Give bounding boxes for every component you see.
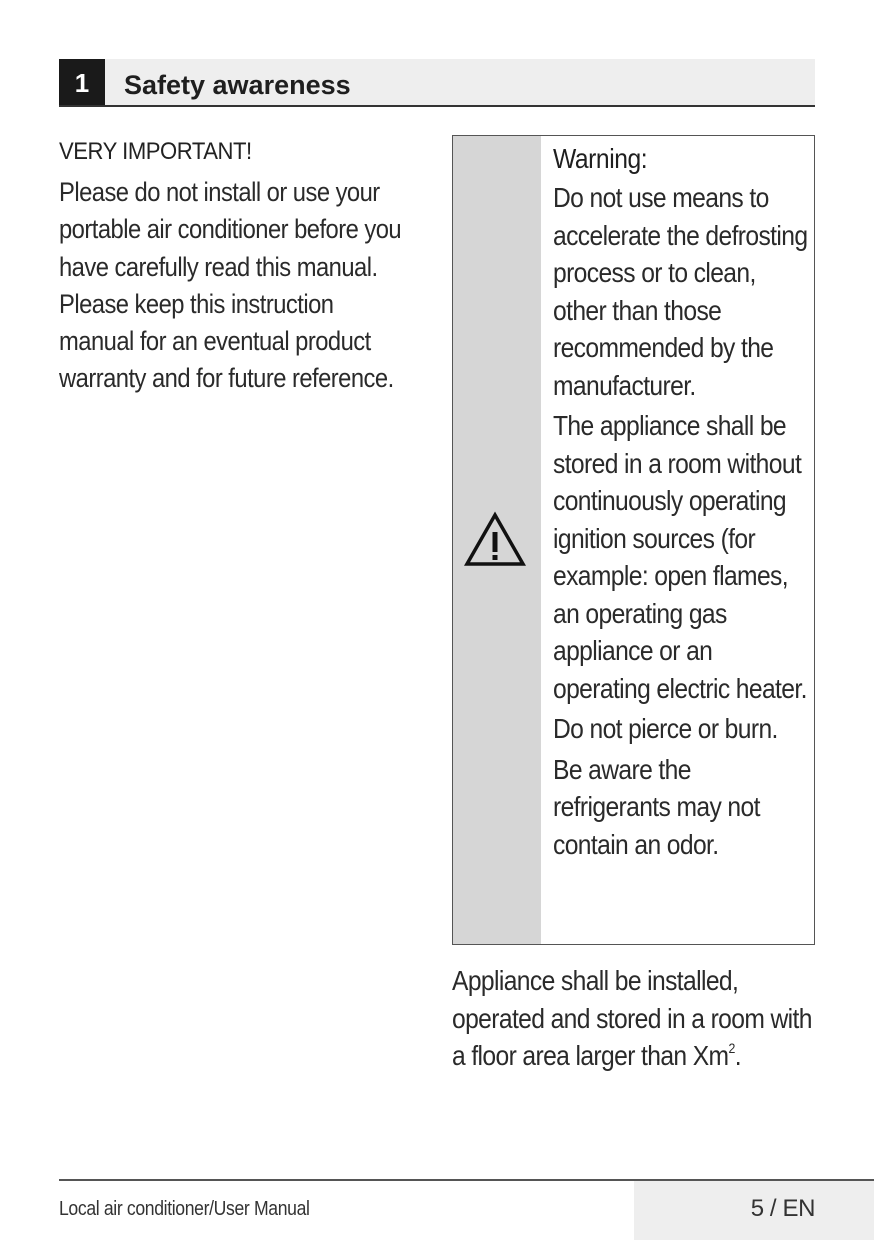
installation-note-superscript: 2 [728,1040,735,1056]
footer-page-number: 5 / EN [750,1195,815,1222]
warning-sidebar [453,136,541,944]
section-header [59,59,815,107]
warning-content [553,141,808,863]
warning-paragraph: Do not use means to accelerate the defrosting process or to clean, other than those recommended by the manufacturer. [553,182,808,401]
chapter-number-badge: 1 [59,59,105,105]
important-heading: VERY IMPORTANT! [59,138,252,165]
warning-box [452,135,815,945]
warning-paragraph: The appliance shall be stored in a room without continuously operating ignition sources (for example: open flames, an operating gas appliance or an operating electric heater. [553,410,807,704]
warning-title: Warning: [553,143,648,174]
installation-note [452,962,822,1075]
intro-paragraph: Please do not install or use your portable air conditioner before you have carefully read this manual. Please keep this instruction manual for an eventual product warranty and for future reference. [59,177,402,394]
intro-section [59,133,419,398]
warning-paragraph: Do not pierce or burn. [553,713,778,744]
chapter-title: Safety awareness [124,70,351,100]
footer-document-title: Local air conditioner/User Manual [59,1198,310,1220]
installation-note-text: Appliance shall be installed, operated and stored in a room with a floor area larger than Xm [452,965,812,1071]
warning-paragraph: Be aware the refrigerants may not contain an odor. [553,753,760,860]
installation-note-punct: . [734,1040,741,1071]
warning-triangle-icon [463,510,527,570]
